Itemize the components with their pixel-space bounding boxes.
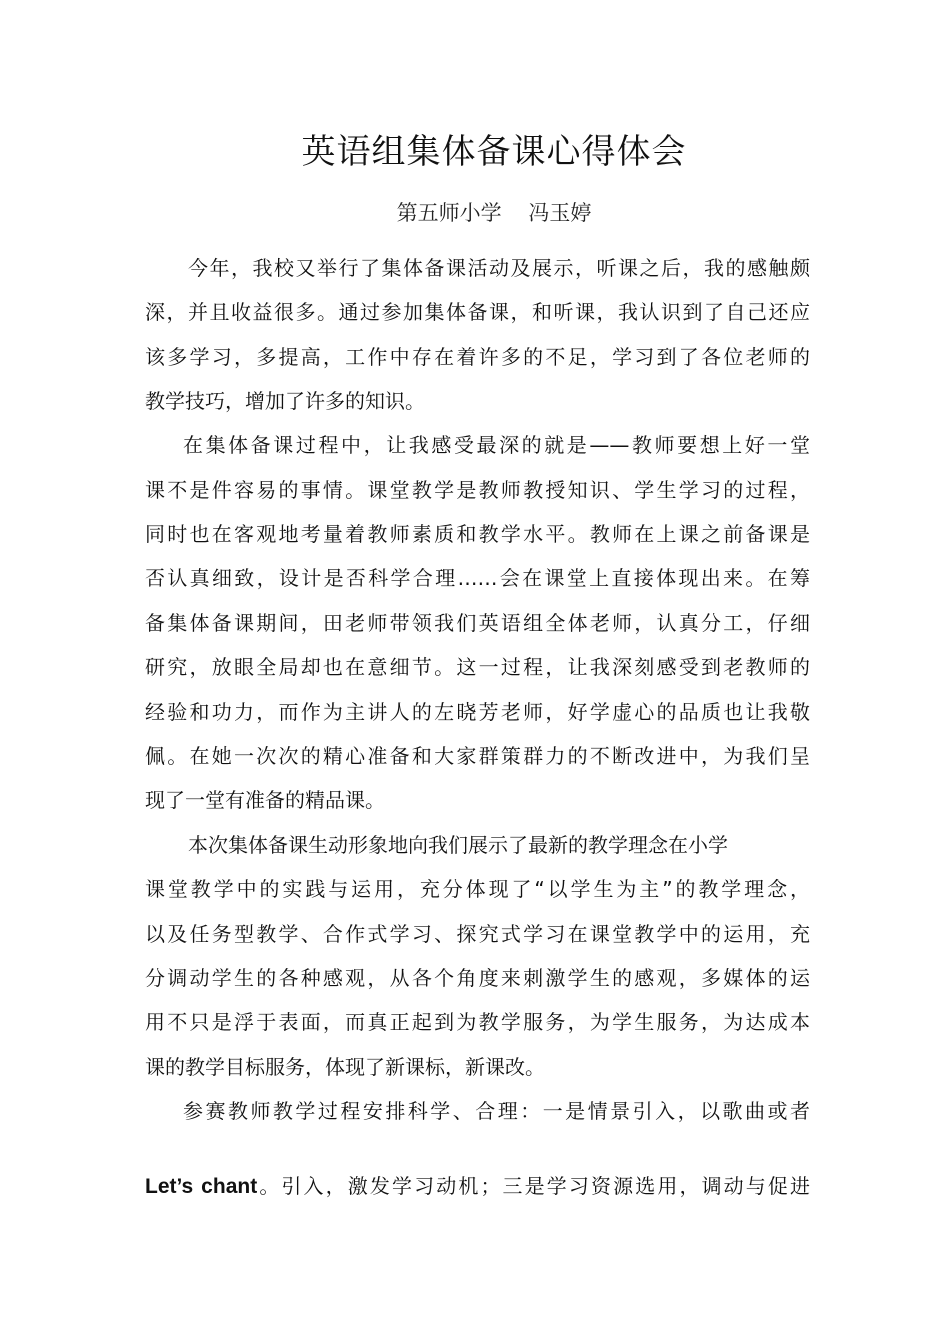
paragraph-2-line-4: 否认真细致，设计是否科学合理……会在课堂上直接体现出来。在筹 bbox=[145, 566, 810, 590]
paragraph-1-line-4: 教学技巧，增加了许多的知识。 bbox=[145, 389, 425, 413]
author-byline: 第五师小学 冯玉婷 bbox=[396, 201, 592, 225]
paragraph-5-line-1 bbox=[145, 1170, 810, 1203]
paragraph-3-line-3: 以及任务型教学、合作式学习、探究式学习在课堂教学中的运用，充 bbox=[145, 922, 810, 946]
paragraph-2-line-6: 研究，放眼全局却也在意细节。这一过程，让我深刻感受到老教师的 bbox=[145, 655, 810, 679]
english-phrase: Let’s chant bbox=[145, 1175, 258, 1198]
paragraph-2-line-2: 课不是件容易的事情。课堂教学是教师教授知识、学生学习的过程， bbox=[145, 478, 810, 502]
paragraph-3-line-4: 分调动学生的各种感观，从各个角度来刺激学生的感观，多媒体的运 bbox=[145, 966, 810, 990]
paragraph-2-line-5: 备集体备课期间，田老师带领我们英语组全体老师，认真分工，仔细 bbox=[145, 611, 810, 635]
paragraph-1-line-1: 今年，我校又举行了集体备课活动及展示，听课之后，我的感触颇 bbox=[188, 256, 810, 280]
paragraph-2-line-3: 同时也在客观地考量着教师素质和教学水平。教师在上课之前备课是 bbox=[145, 522, 810, 546]
paragraph-2-line-9: 现了一堂有准备的精品课。 bbox=[145, 788, 385, 812]
paragraph-3-line-1: 本次集体备课生动形象地向我们展示了最新的教学理念在小学 bbox=[188, 833, 728, 857]
paragraph-4-line-1: 参赛教师教学过程安排科学、合理：一是情景引入，以歌曲或者 bbox=[183, 1099, 810, 1123]
paragraph-2-line-8: 佩。在她一次次的精心准备和大家群策群力的不断改进中，为我们呈 bbox=[145, 744, 810, 768]
paragraph-1-line-3: 该多学习，多提高，工作中存在着许多的不足，学习到了各位老师的 bbox=[145, 345, 810, 369]
paragraph-5-text: 。引入，激发学习动机；三是学习资源选用，调动与促进 bbox=[257, 1174, 811, 1198]
document-title: 英语组集体备课心得体会 bbox=[301, 132, 687, 172]
paragraph-3-line-5: 用不只是浮于表面，而真正起到为教学服务，为学生服务，为达成本 bbox=[145, 1010, 810, 1034]
paragraph-2-line-7: 经验和功力，而作为主讲人的左晓芳老师，好学虚心的品质也让我敬 bbox=[145, 700, 810, 724]
paragraph-3-line-6: 课的教学目标服务，体现了新课标，新课改。 bbox=[145, 1055, 545, 1079]
paragraph-1-line-2: 深，并且收益很多。通过参加集体备课，和听课，我认识到了自己还应 bbox=[145, 300, 810, 324]
paragraph-2-line-1: 在集体备课过程中，让我感受最深的就是——教师要想上好一堂 bbox=[183, 433, 810, 457]
paragraph-3-line-2: 课堂教学中的实践与运用，充分体现了“以学生为主”的教学理念， bbox=[145, 877, 810, 901]
